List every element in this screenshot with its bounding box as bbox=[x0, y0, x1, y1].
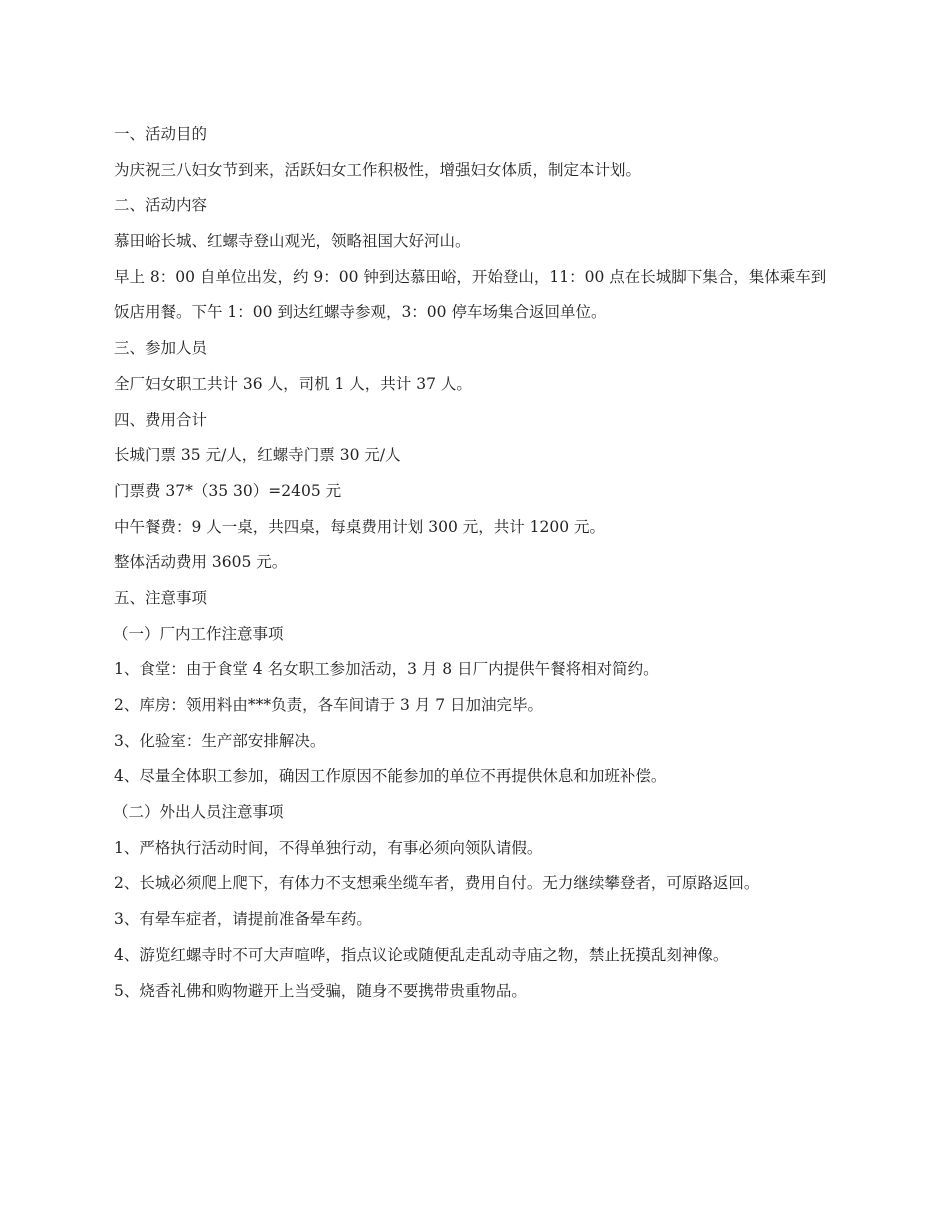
section-heading-3: 三、参加人员 bbox=[114, 339, 208, 358]
list-item-great-wall-rule: 2、长城必须爬上爬下，有体力不支想乘坐缆车者，费用自付。无力继续攀登者，可原路返回。 bbox=[114, 874, 760, 893]
paragraph-total-cost: 整体活动费用 3605 元。 bbox=[114, 553, 288, 572]
paragraph-lunch-cost: 中午餐费：9 人一桌，共四桌，每桌费用计划 300 元，共计 1200 元。 bbox=[114, 517, 606, 536]
paragraph-ticket-total: 门票费 37*（35 30）=2405 元 bbox=[114, 481, 342, 500]
section-heading-4: 四、费用合计 bbox=[114, 410, 208, 429]
paragraph-ticket-prices: 长城门票 35 元/人，红螺寺门票 30 元/人 bbox=[114, 446, 401, 465]
section-heading-2: 二、活动内容 bbox=[114, 196, 208, 215]
section-heading-1: 一、活动目的 bbox=[114, 125, 208, 143]
list-item-motion-sickness: 3、有晕车症者，请提前准备晕车药。 bbox=[114, 910, 372, 929]
subsection-heading-1: （一）厂内工作注意事项 bbox=[113, 624, 284, 643]
paragraph-schedule-morning: 早上 8：00 自单位出发，约 9：00 钟到达慕田峪，开始登山，11：00 点在长城脚下集合，集体乘车到 bbox=[114, 267, 827, 286]
list-item-temple-rule: 4、游览红螺寺时不可大声喧哗，指点议论或随便乱走乱动寺庙之物，禁止抚摸乱刻神像。 bbox=[114, 945, 729, 964]
document-body bbox=[114, 124, 838, 1016]
list-item-laboratory: 3、化验室：生产部安排解决。 bbox=[114, 731, 326, 750]
paragraph-schedule-afternoon: 饭店用餐。下午 1：00 到达红螺寺参观，3：00 停车场集合返回单位。 bbox=[114, 303, 607, 322]
paragraph-purpose: 为庆祝三八妇女节到来，活跃妇女工作积极性，增强妇女体质，制定本计划。 bbox=[114, 160, 642, 179]
paragraph-activity: 慕田峪长城、红螺寺登山观光，领略祖国大好河山。 bbox=[114, 232, 471, 251]
subsection-heading-2: （二）外出人员注意事项 bbox=[113, 803, 284, 822]
section-heading-5: 五、注意事项 bbox=[114, 588, 208, 607]
list-item-schedule-rule: 1、严格执行活动时间，不得单独行动，有事必须向领队请假。 bbox=[114, 838, 543, 857]
list-item-canteen: 1、食堂：由于食堂 4 名女职工参加活动，3 月 8 日厂内提供午餐将相对简约。 bbox=[114, 660, 659, 679]
paragraph-participants: 全厂妇女职工共计 36 人，司机 1 人，共计 37 人。 bbox=[114, 374, 472, 393]
list-item-valuables: 5、烧香礼佛和购物避开上当受骗，随身不要携带贵重物品。 bbox=[114, 981, 527, 1000]
list-item-warehouse: 2、库房：领用料由***负责，各车间请于 3 月 7 日加油完毕。 bbox=[114, 696, 544, 714]
list-item-attendance: 4、尽量全体职工参加，确因工作原因不能参加的单位不再提供休息和加班补偿。 bbox=[114, 767, 667, 786]
